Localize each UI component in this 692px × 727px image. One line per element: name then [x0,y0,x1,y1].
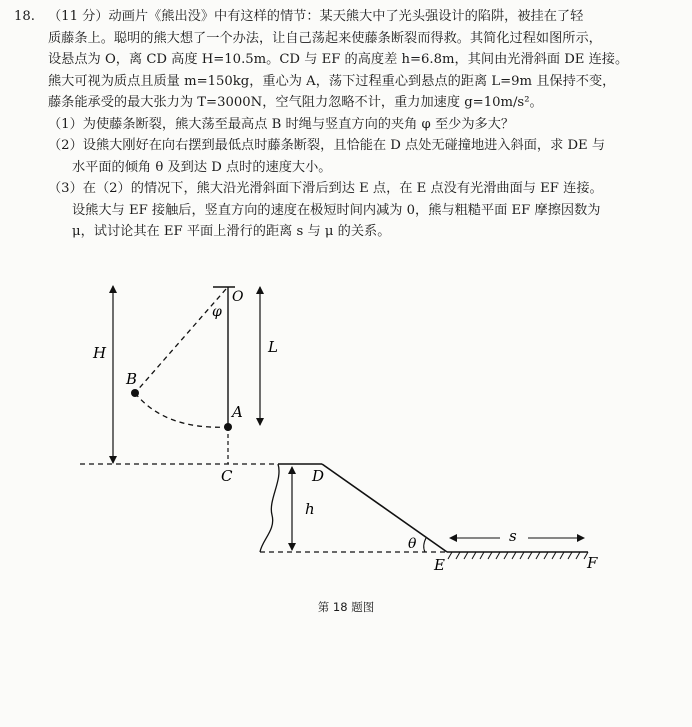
label-b: B [126,370,138,388]
part-1: （1）为使藤条断裂，熊大荡至最高点 B 时绳与竖直方向的夹角 φ 至少为多大？ [48,116,515,132]
swing-arc [135,393,228,427]
question-number: 18. [14,9,35,24]
question-line-4: 熊大可视为质点且质量 m=150kg，重心为 A，荡下过程重心到悬点的距离 L=9m 且保持不变， [48,73,616,89]
label-f: F [587,554,598,572]
label-s: s [509,527,517,545]
part-3: （3）在（2）的情况下，熊大沿光滑斜面下滑后到达 E 点，在 E 点没有光滑曲面与 EF 连接。 [48,181,603,196]
figure-caption: 第 18 题图 [317,600,375,614]
point-b [131,389,139,397]
label-phi: φ [212,304,222,320]
label-h-big: H [93,344,107,362]
part-3-cont-1: 设熊大与 EF 接触后，竖直方向的速度在极短时间内减为 0，熊与粗糙平面 EF 摩擦因数为 [72,202,601,218]
question-line-5: 藤条能承受的最大张力为 T=3000N，空气阻力忽略不计，重力加速度 g=10m/s²。 [48,95,543,110]
label-e: E [434,556,445,574]
question-text [14,6,678,243]
theta-arc [424,538,426,552]
label-a: A [232,403,243,421]
label-l: L [268,338,278,356]
label-o: O [232,289,244,305]
slope-de [322,464,447,552]
label-theta: θ [408,536,417,552]
physics-diagram [0,270,692,610]
cliff-edge [260,464,279,552]
part-3-cont-2: μ，试讨论其在 EF 平面上滑行的距离 s 与 μ 的关系。 [72,224,391,239]
question-line-1: 18. （11 分）动画片《熊出没》中有这样的情节：某天熊大中了光头强设计的陷阱，被挂在了轻 [14,6,678,28]
ef-hatching [448,552,588,559]
part-2-cont: 水平面的倾角 θ 及到达 D 点时的速度大小。 [72,159,332,175]
question-line-2: 质藤条上。聪明的熊大想了一个办法，让自己荡起来使藤条断裂而得救。其简化过程如图所示， [48,30,602,46]
question-line-3: 设悬点为 O，离 CD 高度 H=10.5m。CD 与 EF 的高度差 h=6.8m，其间由光滑斜面 DE 连接。 [48,52,629,67]
label-d: D [312,467,325,485]
label-h-small: h [305,500,315,518]
part-2: （2）设熊大刚好在向右摆到最低点时藤条断裂，且恰能在 D 点处无碰撞地进入斜面，求 DE 与 [48,138,606,153]
point-a [224,423,232,431]
label-c: C [221,467,233,485]
